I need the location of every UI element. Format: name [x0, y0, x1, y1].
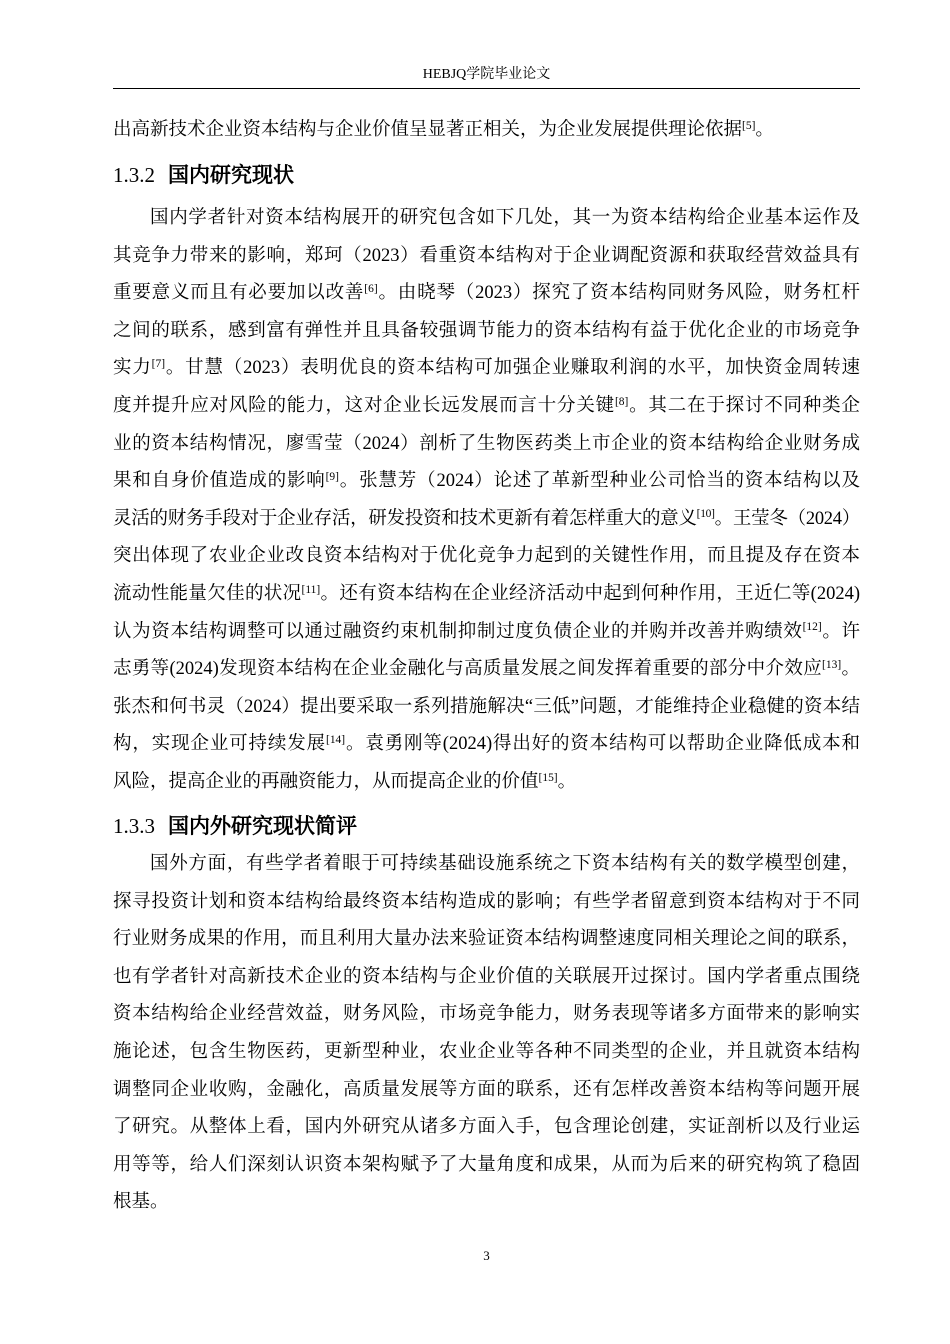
text-run: 突出体现了农业企业改良资本结构对于优化竞争力起到的关键性作用，而且提及存在资本 — [113, 546, 860, 567]
paragraph-continuation — [113, 112, 860, 150]
paragraph-research-review — [113, 846, 860, 1222]
text-run: 。王莹冬（2024） — [714, 508, 860, 529]
text-run: 其竞争力带来的影响，郑珂（2023）看重资本结构对于企业调配资源和获取经营效益具有 — [113, 245, 860, 266]
text-run: 。由晓琴（2023）探究了资本结构同财务风险，财务杠杆 — [377, 283, 860, 304]
text-line — [113, 726, 860, 764]
running-header-rule — [113, 88, 860, 89]
citation-superscript: [6] — [364, 282, 378, 295]
citation-superscript: [10] — [696, 508, 715, 521]
citation-superscript: [9] — [325, 470, 339, 483]
text-line — [113, 884, 860, 922]
text-run: 张杰和何书灵（2024）提出要采取一系列措施解决“三低”问题，才能维持企业稳健的资本结 — [113, 696, 860, 717]
text-run: 志勇等(2024)发现资本结构在企业金融化与高质量发展之间发挥着重要的部分中介效应 — [113, 659, 823, 680]
text-run: 国内学者针对资本结构展开的研究包含如下几处，其一为资本结构给企业基本运作及 — [150, 208, 860, 228]
section-heading-1-3-3 — [113, 808, 860, 846]
text-line — [113, 313, 860, 351]
text-line — [113, 463, 860, 501]
text-line — [113, 1034, 860, 1072]
text-line — [113, 921, 860, 959]
text-run: 。 — [755, 120, 774, 140]
text-run: 国外方面，有些学者着眼于可持续基础设施系统之下资本结构有关的数学模型创建， — [150, 854, 860, 874]
text-run: 风险，提高企业的再融资能力，从而提高企业的价值 — [113, 771, 539, 792]
text-line — [113, 764, 860, 802]
text-run: 用等等，给人们深刻认识资本架构赋予了大量角度和成果，从而为后来的研究构筑了稳固 — [113, 1154, 860, 1175]
text-line — [113, 112, 860, 150]
text-run: 资本结构给企业经营效益，财务风险，市场竞争能力，财务表现等诸多方面带来的影响实 — [113, 1004, 860, 1025]
page-number: 3 — [483, 1248, 490, 1263]
text-run: 认为资本结构调整可以通过融资约束机制抑制过度负债企业的并购并改善并购绩效 — [113, 621, 803, 642]
citation-superscript: [8] — [614, 395, 629, 408]
text-line — [113, 1072, 860, 1110]
text-line — [113, 1184, 860, 1222]
text-line — [113, 651, 860, 689]
running-header-title: HEBJQ学院毕业论文 — [422, 67, 551, 82]
citation-superscript: [14] — [326, 734, 346, 747]
text-run: 出高新技术企业资本结构与企业价值呈显著正相关，为企业发展提供理论依据 — [113, 120, 743, 140]
text-run: 了研究。从整体上看，国内外研究从诸多方面入手，包含理论创建，实证剖析以及行业运 — [113, 1117, 860, 1138]
text-run: 。还有资本结构在企业经济活动中起到何种作用，王近仁等(2024) — [320, 583, 860, 604]
text-run: 调整同企业收购，金融化，高质量发展等方面的联系，还有怎样改善资本结构等问题开展 — [113, 1079, 860, 1100]
text-line — [113, 538, 860, 576]
section-title: 国内外研究现状简评 — [168, 815, 357, 838]
text-line — [113, 996, 860, 1034]
text-run: 。 — [841, 659, 860, 680]
text-run: 流动性能量欠佳的状况 — [113, 583, 302, 604]
text-run: 业的资本结构情况，廖雪莹（2024）剖析了生物医药类上市企业的资本结构给企业财务成 — [113, 433, 860, 454]
text-line — [113, 576, 860, 614]
text-line — [113, 388, 860, 426]
section-heading-1-3-2 — [113, 157, 860, 195]
text-run: 构，实现企业可持续发展 — [113, 734, 326, 755]
citation-superscript: [11] — [301, 583, 321, 596]
text-line — [113, 350, 860, 388]
text-run: 。袁勇刚等(2024)得出好的资本结构可以帮助企业降低成本和 — [345, 734, 860, 755]
section-number: 1.3.2 — [113, 163, 155, 187]
text-line — [113, 614, 860, 652]
section-number: 1.3.3 — [113, 814, 155, 838]
text-run: 探寻投资计划和资本结构给最终资本结构造成的影响；有些学者留意到资本结构对于不同 — [113, 891, 860, 912]
citation-superscript: [13] — [822, 658, 842, 671]
text-line — [113, 238, 860, 276]
citation-superscript: [12] — [802, 621, 822, 634]
text-run: 施论述，包含生物医药，更新型种业，农业企业等各种不同类型的企业，并且就资本结构 — [113, 1041, 860, 1062]
paragraph-domestic-research — [113, 200, 860, 802]
text-line — [113, 1109, 860, 1147]
text-line — [113, 689, 860, 727]
text-line — [113, 501, 860, 539]
section-title: 国内研究现状 — [168, 164, 294, 187]
text-run: 行业财务成果的作用，而且利用大量办法来验证资本结构调整速度同相关理论之间的联系， — [113, 929, 860, 950]
text-run: 。许 — [821, 621, 860, 642]
citation-superscript: [7] — [151, 358, 166, 371]
text-line — [113, 846, 860, 884]
text-run: 。 — [557, 771, 577, 792]
text-run: 重要意义而且有必要加以改善 — [113, 283, 365, 304]
text-line — [113, 275, 860, 313]
text-run: 之间的联系，感到富有弹性并且具备较强调节能力的资本结构有益于优化企业的市场竞争 — [113, 320, 860, 341]
text-run: 实力 — [113, 358, 152, 379]
text-run: 。张慧芳（2024）论述了革新型种业公司恰当的资本结构以及 — [338, 471, 860, 492]
text-line — [113, 959, 860, 997]
text-line — [113, 426, 860, 464]
citation-superscript: [5] — [742, 119, 756, 132]
text-run: 。甘慧（2023）表明优良的资本结构可加强企业赚取利润的水平，加快资金周转速 — [165, 358, 860, 379]
text-run: 。其二在于探讨不同种类企 — [628, 395, 860, 416]
citation-superscript: [15] — [538, 771, 558, 784]
text-run: 也有学者针对高新技术企业的资本结构与企业价值的关联展开过探讨。国内学者重点围绕 — [113, 966, 860, 987]
text-run: 度并提升应对风险的能力，这对企业长远发展而言十分关键 — [113, 395, 615, 416]
text-run: 根基。 — [113, 1192, 169, 1213]
text-run: 果和自身价值造成的影响 — [113, 471, 326, 492]
text-line — [113, 200, 860, 238]
text-line — [113, 1147, 860, 1185]
text-run: 灵活的财务手段对于企业存活，研发投资和技术更新有着怎样重大的意义 — [113, 508, 697, 529]
